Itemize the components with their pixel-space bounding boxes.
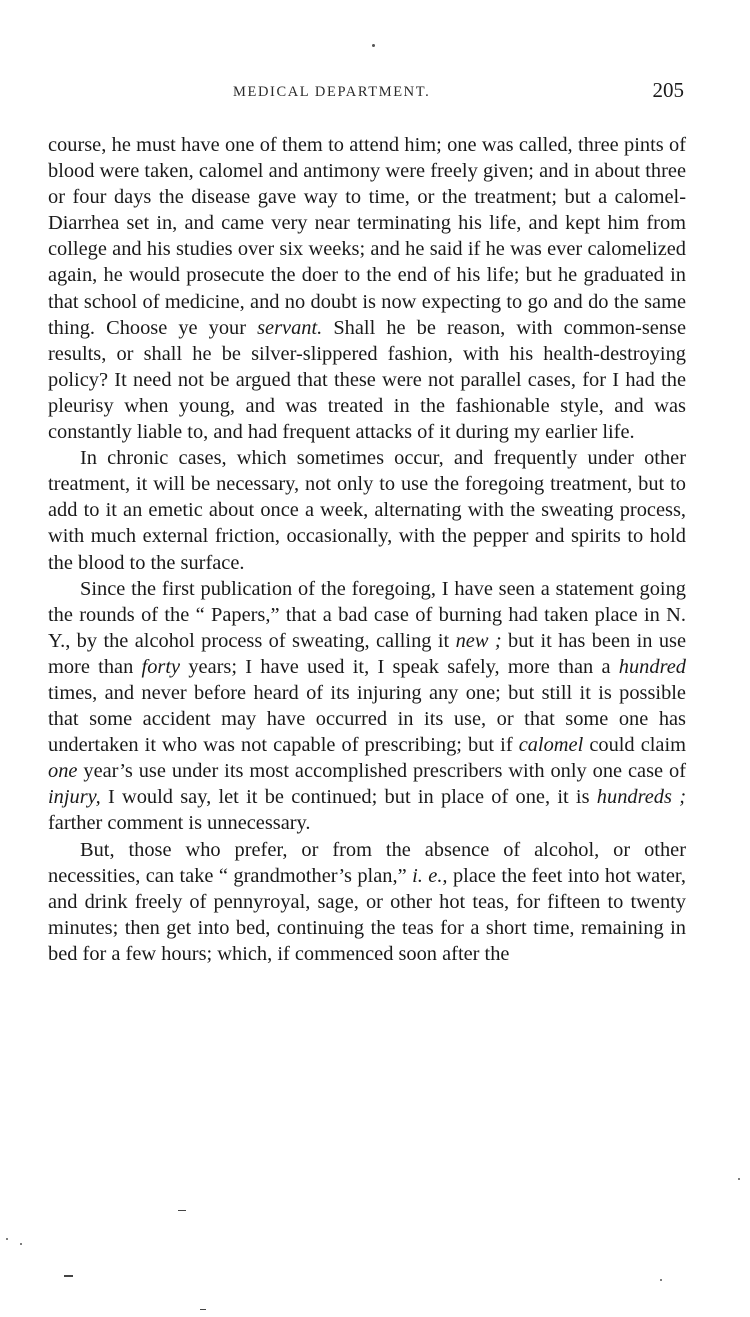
text-segment: year’s use under its most accomplished prescribers with only one case of bbox=[77, 760, 686, 783]
italic-segment: hundred bbox=[618, 655, 686, 678]
text-segment: farther comment is unnecessary. bbox=[48, 812, 311, 835]
italic-segment: hundreds ; bbox=[596, 786, 686, 809]
italic-segment: i. e., bbox=[412, 864, 448, 887]
italic-segment: one bbox=[48, 760, 78, 783]
text-segment: But, those who prefer, or from the absence of alcohol, or other necessities, can take “ grandmother’s plan,” bbox=[48, 838, 686, 887]
paragraph-first-publication bbox=[48, 576, 686, 837]
italic-segment: injury, bbox=[48, 786, 101, 809]
text-segment: In chronic cases, which sometimes occur, and frequently under other treatment, it will be necessary, not only to use the foregoing treatment, but to add to it an emetic about once a week, alternating with the sweating process, with much external friction, occasionally, with the pepper and spirits to hold the blood to the surface. bbox=[48, 447, 686, 574]
text-segment: Shall he be reason, with common-sense results, or shall he be silver-slippered fashion, with his health-destroying policy? It need not be argued that these were not parallel cases, for I had the pleurisy when young, and was treated in the fashionable style, and was constantly liable to, and had frequent attacks of it during my earlier life. bbox=[48, 316, 687, 444]
scan-mark bbox=[178, 1210, 186, 1211]
paragraph-grandmothers-plan bbox=[48, 837, 686, 967]
running-title: MEDICAL DEPARTMENT. bbox=[233, 84, 431, 100]
italic-segment: calomel bbox=[518, 734, 584, 757]
italic-segment: servant. bbox=[257, 316, 323, 339]
text-segment: times, and never before heard of its injuring any one; but still it is possible that some accident may have occurred in its use, or that some one has undertaken it who was not capable of prescribing; but if bbox=[48, 681, 686, 757]
scan-speck bbox=[20, 1243, 22, 1245]
scan-speck bbox=[738, 1178, 740, 1180]
paragraph-chronic-cases bbox=[48, 445, 686, 575]
text-segment: years; I have used it, I speak safely, more than a bbox=[180, 655, 619, 678]
paragraph-continuation bbox=[48, 132, 686, 445]
italic-segment: forty bbox=[141, 655, 181, 678]
text-segment: could claim bbox=[583, 734, 686, 757]
scan-speck bbox=[6, 1238, 8, 1240]
text-segment: but it has been in use more than bbox=[48, 629, 687, 678]
body-text bbox=[48, 132, 686, 967]
italic-segment: new ; bbox=[455, 629, 502, 652]
text-segment: I would say, let it be continued; but in place of one, it is bbox=[100, 786, 597, 809]
scan-mark bbox=[64, 1275, 73, 1277]
scan-speck bbox=[660, 1279, 662, 1281]
text-segment: course, he must have one of them to attend him; one was called, three pints of blood were taken, calomel and antimony were freely given; and in about three or four days the disease gave way to time, or the treatment; but a calomel-Diarrhea set in, and came very near terminating his life, and kept him from college and his studies over six weeks; and he said if he was ever calomelized again, he would prosecute the doer to the end of his life; but he graduated in that school of medicine, and no doubt is now expecting to go and do the same thing. Choose ye your bbox=[48, 134, 686, 339]
text-segment: Since the first publication of the foregoing, I have seen a statement going the rounds of the “ Papers,” that a bad case of burning had taken place in N. Y., by the alcohol process of sweating, calling it bbox=[48, 577, 686, 652]
scan-mark bbox=[200, 1309, 206, 1310]
page-number: 205 bbox=[652, 78, 684, 102]
scan-speck bbox=[372, 44, 375, 47]
text-segment: place the feet into hot water, and drink freely of pennyroyal, sage, or other hot teas, for fifteen to twenty minutes; then get into bed, continuing the teas for a short time, remaining in bed for a few hours; which, if commenced soon after the bbox=[48, 864, 686, 965]
running-head bbox=[48, 78, 684, 106]
